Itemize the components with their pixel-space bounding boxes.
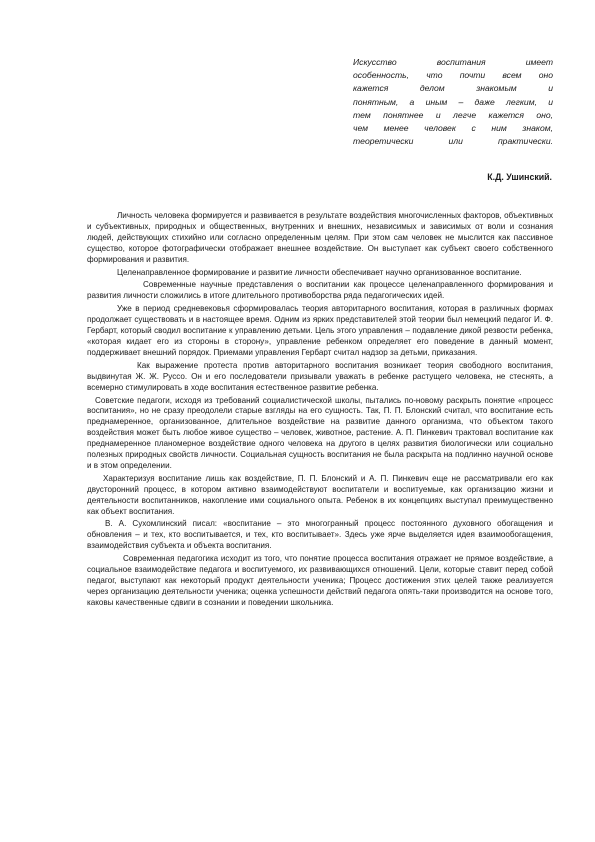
- epigraph-line: понятным, а иным – даже легким, и: [353, 96, 553, 107]
- paragraph: Личность человека формируется и развивается в результате воздействия многочисленных факторов, объективных и субъективных, природных и общественных, внутренних и внешних, независимых и зависимых от воли и сознания людей, действующих стихийно или согласно определенным целям. При этом сам человек не мыслится как пассивное существо, которое фотографически отображает внешнее воздействие. Он выступает как субъект своего собственного формирования и развития.: [87, 211, 553, 264]
- paragraph: Современные научные представления о воспитании как процессе целенаправленного формирования и развития личности сложились в итоге длительного противоборства ряда педагогических идей.: [87, 280, 553, 301]
- epigraph-author: К.Д. Ушинский.: [487, 172, 552, 182]
- paragraph: Современная педагогика исходит из того, что понятие процесса воспитания отражает не прямое воздействие, а социальное взаимодействие педагога и воспитуемого, их развивающихся отношений. Цели, которые ставит перед собой педагог, выступают как некоторый продукт деятельности ученика; Процесс достижения этих целей также реализуется через организацию деятельности ученика; оценка успешности действий педагога опять-таки производится на основе того, каковы качественные сдвиги в сознании и поведении школьника.: [87, 554, 553, 607]
- epigraph-line: теоретически или практически.: [353, 136, 553, 147]
- epigraph-line: особенность, что почти всем оно: [353, 70, 553, 81]
- epigraph-line: кажется делом знакомым и: [353, 83, 553, 94]
- body-text: [87, 211, 553, 611]
- paragraph: Характеризуя воспитание лишь как воздействие, П. П. Блонский и А. П. Пинкевич еще не рассматривали его как двусторонний процесс, в котором активно взаимодействуют воспитатели и воспитуемые, как организацию жизни и деятельности воспитанников, накопление ими социального опыта. Ребенок в их концепциях выступал преимущественно как объект воспитания.: [87, 473, 553, 516]
- paragraph: Как выражение протеста против авторитарного воспитания возникает теория свободного воспитания, выдвинутая Ж. Ж. Руссо. Он и его последователи призывали уважать в ребенке растущего человека, не стеснять, а всемерно стимулировать в ходе воспитания естественное развитие ребенка.: [87, 360, 553, 392]
- paragraph: Целенаправленное формирование и развитие личности обеспечивает научно организованное воспитание.: [117, 267, 522, 277]
- epigraph-quote: [353, 56, 553, 148]
- paragraph: В. А. Сухомлинский писал: «воспитание – это многогранный процесс постоянного духовного обогащения и обновления – и тех, кто воспитывается, и тех, кто воспитывает». Здесь уже ярче выделяется идея взаимообогащения, взаимодействия субъекта и объекта воспитания.: [87, 519, 553, 551]
- epigraph-line: тем понятнее и легче кажется оно,: [353, 109, 553, 120]
- epigraph-line: Искусство воспитания имеет: [353, 57, 553, 67]
- epigraph-line: чем менее человек с ним знаком,: [353, 123, 553, 134]
- paragraph: Советские педагоги, исходя из требований социалистической школы, пытались по-новому раскрыть понятие «процесс воспитания», но не сразу преодолели старые взгляды на его сущность. Так, П. П. Блонский считал, что воспитание есть преднамеренное, организованное, длительное воздействие на развитие данного организма, что объектом такого воздействия может быть любое живое существо – человек, животное, растение. А. П. Пинкевич трактовал воспитание как преднамеренное планомерное воздействие одного человека на другого в целях развития биологически или социально полезных природных свойств личности. Социальная сущность воспитания не была раскрыта на подлинно научной основе и в этом определении.: [87, 395, 553, 470]
- paragraph: Уже в период средневековья сформировалась теория авторитарного воспитания, которая в различных формах продолжает существовать и в настоящее время. Одним из ярких представителей этой теории был немецкий педагог И. Ф. Гербарт, который сводил воспитание к управлению детьми. Цель этого управления – подавление дикой резвости ребенка, «которая кидает его из стороны в сторону», управление ребенком определяет его поведение в данный момент, поддерживает внешний порядок. Приемами управления Гербарт считал надзор за детьми, приказания.: [87, 304, 553, 357]
